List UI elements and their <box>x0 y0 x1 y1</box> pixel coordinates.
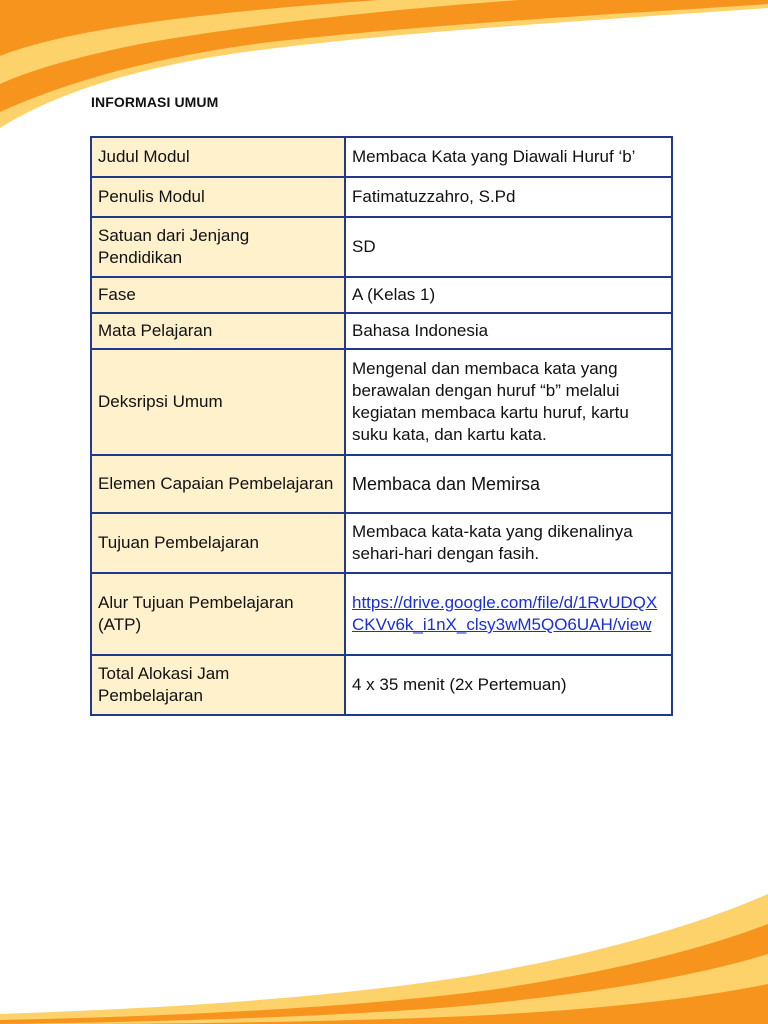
row-label: Total Alokasi Jam Pembelajaran <box>91 655 345 715</box>
row-label: Alur Tujuan Pembelajaran (ATP) <box>91 573 345 655</box>
row-label: Elemen Capaian Pembelajaran <box>91 455 345 513</box>
table-row <box>91 313 672 349</box>
row-label: Mata Pelajaran <box>91 313 345 349</box>
row-value: A (Kelas 1) <box>345 277 672 313</box>
info-table <box>90 136 673 716</box>
row-label: Fase <box>91 277 345 313</box>
table-row <box>91 655 672 715</box>
row-value: Membaca Kata yang Diawali Huruf ‘b’ <box>345 137 672 177</box>
table-row <box>91 513 672 573</box>
row-value: Membaca dan Memirsa <box>345 455 672 513</box>
table-row <box>91 217 672 277</box>
table-row <box>91 277 672 313</box>
row-value: Fatimatuzzahro, S.Pd <box>345 177 672 217</box>
top-wave-decoration <box>0 0 768 140</box>
row-label: Tujuan Pembelajaran <box>91 513 345 573</box>
table-row <box>91 177 672 217</box>
row-label: Satuan dari Jenjang Pendidikan <box>91 217 345 277</box>
table-row <box>91 349 672 455</box>
table-row <box>91 137 672 177</box>
atp-drive-link[interactable]: https://drive.google.com/file/d/1RvUDQXCKVv6k_i1nX_clsy3wM5QO6UAH/view <box>352 593 658 634</box>
row-value: Mengenal dan membaca kata yang berawalan dengan huruf “b” melalui kegiatan membaca kartu huruf, kartu suku kata, dan kartu kata. <box>345 349 672 455</box>
section-heading: INFORMASI UMUM <box>91 94 219 110</box>
row-value: Bahasa Indonesia <box>345 313 672 349</box>
atp-link-cell <box>345 573 672 655</box>
row-value: Membaca kata-kata yang dikenalinya sehari-hari dengan fasih. <box>345 513 672 573</box>
row-label: Penulis Modul <box>91 177 345 217</box>
row-value: SD <box>345 217 672 277</box>
row-label: Deksripsi Umum <box>91 349 345 455</box>
table-row <box>91 573 672 655</box>
row-value: 4 x 35 menit (2x Pertemuan) <box>345 655 672 715</box>
bottom-wave-decoration <box>0 884 768 1024</box>
table-row <box>91 455 672 513</box>
row-label: Judul Modul <box>91 137 345 177</box>
